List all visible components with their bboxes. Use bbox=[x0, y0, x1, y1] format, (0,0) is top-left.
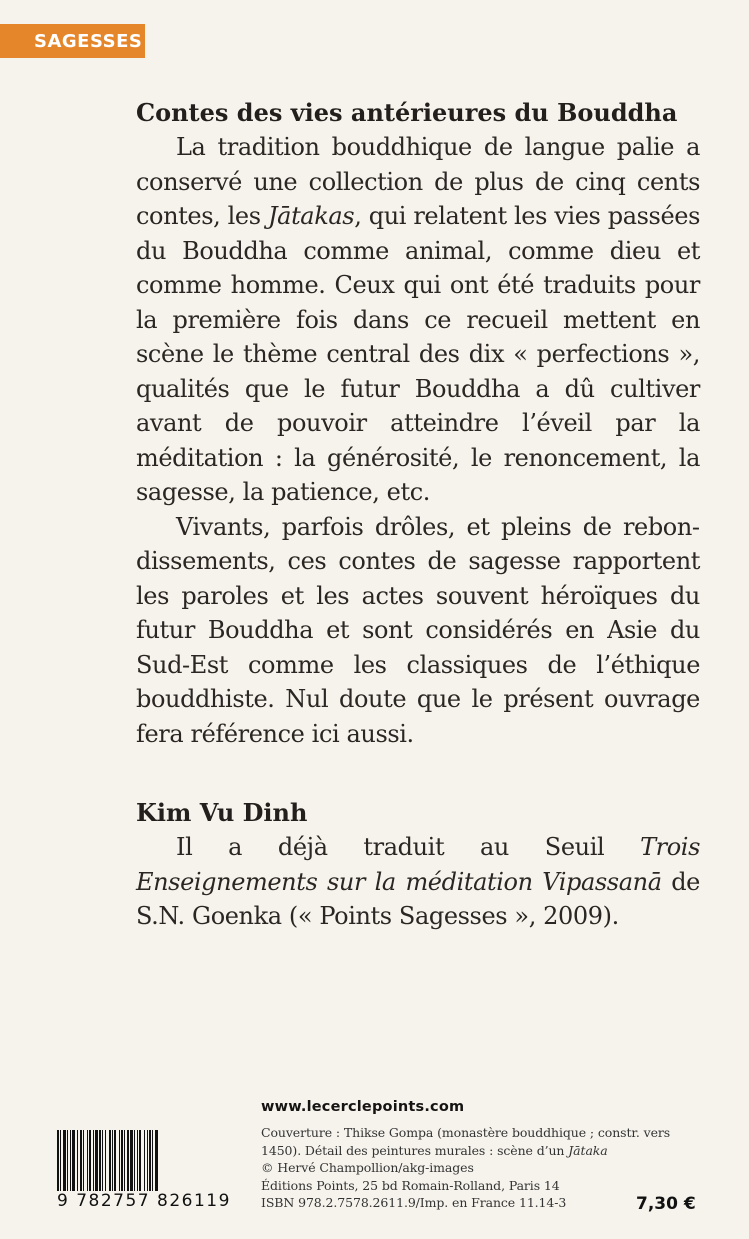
barcode-bar bbox=[67, 1130, 68, 1192]
barcode-number: 9 782757 826119 bbox=[57, 1191, 247, 1211]
barcode-bar bbox=[144, 1130, 145, 1192]
barcode-bar bbox=[99, 1130, 101, 1192]
barcode-bar bbox=[87, 1130, 88, 1192]
previous-book-title: Trois Enseignements sur la méditation Vipassanā bbox=[136, 833, 700, 896]
series-label: SAGESSES bbox=[34, 30, 143, 52]
jatakas-term: Jātakas bbox=[267, 202, 355, 230]
photo-credit: © Hervé Champollion/akg-images bbox=[261, 1160, 474, 1175]
barcode-bar bbox=[57, 1130, 59, 1192]
barcode-bar bbox=[114, 1130, 116, 1192]
barcode-bar bbox=[127, 1130, 129, 1192]
barcode-bar bbox=[83, 1130, 84, 1192]
barcode-bar bbox=[134, 1130, 135, 1192]
author-bio: Il a déjà traduit au Seuil Trois Enseignements sur la méditation Vipassanā de S.N. Goenka (« Points Sagesses », 2009). bbox=[136, 833, 700, 930]
barcode-bar bbox=[130, 1130, 133, 1192]
barcode-bar bbox=[112, 1130, 113, 1192]
barcode-bar bbox=[63, 1130, 66, 1192]
summary-paragraph-2: Vivants, parfois drôles, et pleins de rebondissements, ces contes de sagesse rapportent les paroles et les actes souvent héroïques du futur Bouddha et sont considérés en Asie du Sud-Est comme les classiques de l’éthique bouddhiste. Nul doute que le présent ouvrage fera référence ici aussi. bbox=[136, 512, 700, 748]
colophon bbox=[261, 1099, 701, 1212]
barcode-bars bbox=[53, 1130, 249, 1194]
barcode-bar bbox=[121, 1130, 123, 1192]
barcode-bar bbox=[77, 1130, 78, 1192]
barcode-bar bbox=[149, 1130, 151, 1192]
barcode-bar bbox=[72, 1130, 75, 1192]
barcode-bar bbox=[80, 1130, 82, 1192]
barcode-bar bbox=[137, 1130, 138, 1192]
summary-paragraph-1: La tradition bouddhique de langue palie a conservé une collection de plus de cinq cents contes, les Jātakas, qui relatent les vies passées du Bouddha comme animal, comme dieu et comme homme. Ceux qui ont été traduits pour la première fois dans ce recueil mettent en scène le thème central des dix « perfections », qualités que le futur Bouddha a dû cultiver avant de pouvoir atteindre l’éveil par la méditation : la générosité, le renoncement, la sagesse, la patience, etc. bbox=[136, 133, 700, 506]
barcode-bar bbox=[152, 1130, 153, 1192]
cover-credit: Couverture : Thikse Gompa (monastère bouddhique ; constr. vers 1450). Détail des peintures murales : scène d’un Jātaka bbox=[261, 1125, 671, 1158]
barcode-bar bbox=[95, 1130, 98, 1192]
barcode-bar bbox=[102, 1130, 103, 1192]
barcode-bar bbox=[60, 1130, 61, 1192]
barcode-bar bbox=[105, 1130, 106, 1192]
barcode-bar bbox=[109, 1130, 111, 1192]
barcode-bar bbox=[119, 1130, 120, 1192]
barcode-bar bbox=[139, 1130, 141, 1192]
isbn-line: ISBN 978.2.7578.2611.9/Imp. en France 11.14-3 bbox=[261, 1195, 567, 1210]
barcode-bar bbox=[93, 1130, 94, 1192]
barcode-bar bbox=[70, 1130, 71, 1192]
publisher-website-link[interactable]: www.lecerclepoints.com bbox=[261, 1099, 465, 1115]
publisher-address: Éditions Points, 25 bd Romain-Rolland, Paris 14 bbox=[261, 1177, 560, 1193]
back-cover-text bbox=[136, 96, 700, 934]
barcode-bar bbox=[89, 1130, 91, 1192]
barcode-bar bbox=[124, 1130, 125, 1192]
author-name: Kim Vu Dinh bbox=[136, 798, 308, 827]
book-title: Contes des vies antérieures du Bouddha bbox=[136, 98, 678, 127]
barcode-bar bbox=[147, 1130, 148, 1192]
barcode-bar bbox=[155, 1130, 158, 1192]
price-tag: 7,30 € bbox=[636, 1194, 696, 1214]
series-badge bbox=[0, 24, 145, 58]
